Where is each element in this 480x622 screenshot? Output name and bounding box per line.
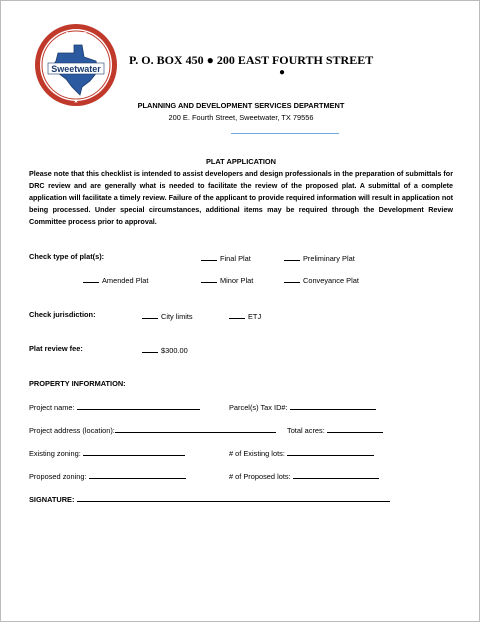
plat-option-amended[interactable]: Amended Plat (83, 274, 148, 285)
review-fee-option[interactable]: $300.00 (142, 344, 188, 355)
plat-option-final[interactable]: Final Plat (201, 252, 251, 263)
plat-option-minor[interactable]: Minor Plat (201, 274, 253, 285)
total-acres-input[interactable] (327, 424, 383, 433)
tax-id-input[interactable] (290, 401, 376, 410)
checkbox-blank[interactable] (142, 310, 158, 319)
proposed-lots-field[interactable]: # of Proposed lots: (229, 470, 382, 481)
checkbox-blank[interactable] (284, 274, 300, 283)
proposed-zoning-input[interactable] (89, 470, 186, 479)
proposed-zoning-field[interactable]: Proposed zoning: (29, 470, 189, 481)
project-name-field[interactable]: Project name: (29, 401, 203, 412)
jurisdiction-option-etj[interactable]: ETJ (229, 310, 261, 321)
checkbox-blank[interactable] (201, 252, 217, 261)
intro-paragraph: Please note that this checklist is intended to assist developers and design professionals in the preparation of submittals for DRC review and are generally what is needed to facilitate the review of the proposed plat. A submittal of a complete application will facilitate a timely review. Failure of the applicant to provide required information will result in application not being processed. Under special circumstances, additional items may be required through the Development Review Committee process prior to approval. (29, 169, 453, 226)
plat-type-label: Check type of plat(s): (29, 252, 105, 261)
svg-text:CITY OF: CITY OF (65, 32, 87, 38)
city-seal-logo (34, 23, 118, 107)
project-address-field[interactable]: Project address (location): (29, 424, 279, 435)
checkbox-blank[interactable] (229, 310, 245, 319)
existing-zoning-field[interactable]: Existing zoning: (29, 447, 188, 458)
existing-lots-input[interactable] (287, 447, 374, 456)
total-acres-field[interactable]: Total acres: (287, 424, 386, 435)
checkbox-blank[interactable] (83, 274, 99, 283)
jurisdiction-option-city-limits[interactable]: City limits (142, 310, 193, 321)
property-info-heading: PROPERTY INFORMATION: (29, 379, 126, 388)
proposed-lots-input[interactable] (293, 470, 379, 479)
jurisdiction-label: Check jurisdiction: (29, 310, 96, 319)
signature-input[interactable] (77, 493, 390, 502)
checkbox-blank[interactable] (201, 274, 217, 283)
project-address-input[interactable] (115, 424, 276, 433)
department-address: 200 E. Fourth Street, Sweetwater, TX 79556 (168, 113, 314, 122)
header-bullet: ● (279, 67, 286, 78)
plat-option-conveyance[interactable]: Conveyance Plat (284, 274, 359, 285)
existing-zoning-input[interactable] (83, 447, 185, 456)
department-name: PLANNING AND DEVELOPMENT SERVICES DEPARTMENT (137, 101, 345, 110)
header-address: P. O. BOX 450 ● 200 EAST FOURTH STREET (129, 53, 374, 67)
svg-text:★: ★ (73, 98, 79, 105)
signature-field[interactable]: SIGNATURE: (29, 493, 393, 504)
checkbox-blank[interactable] (284, 252, 300, 261)
svg-text:Sweetwater: Sweetwater (51, 64, 101, 74)
checkbox-blank[interactable] (142, 344, 158, 353)
plat-option-preliminary[interactable]: Preliminary Plat (284, 252, 355, 263)
form-title: PLAT APPLICATION (205, 157, 277, 166)
existing-lots-field[interactable]: # of Existing lots: (229, 447, 377, 458)
header-divider (231, 133, 339, 134)
review-fee-label: Plat review fee: (29, 344, 83, 353)
project-name-input[interactable] (77, 401, 200, 410)
tax-id-field[interactable]: Parcel(s) Tax ID#: (229, 401, 379, 412)
